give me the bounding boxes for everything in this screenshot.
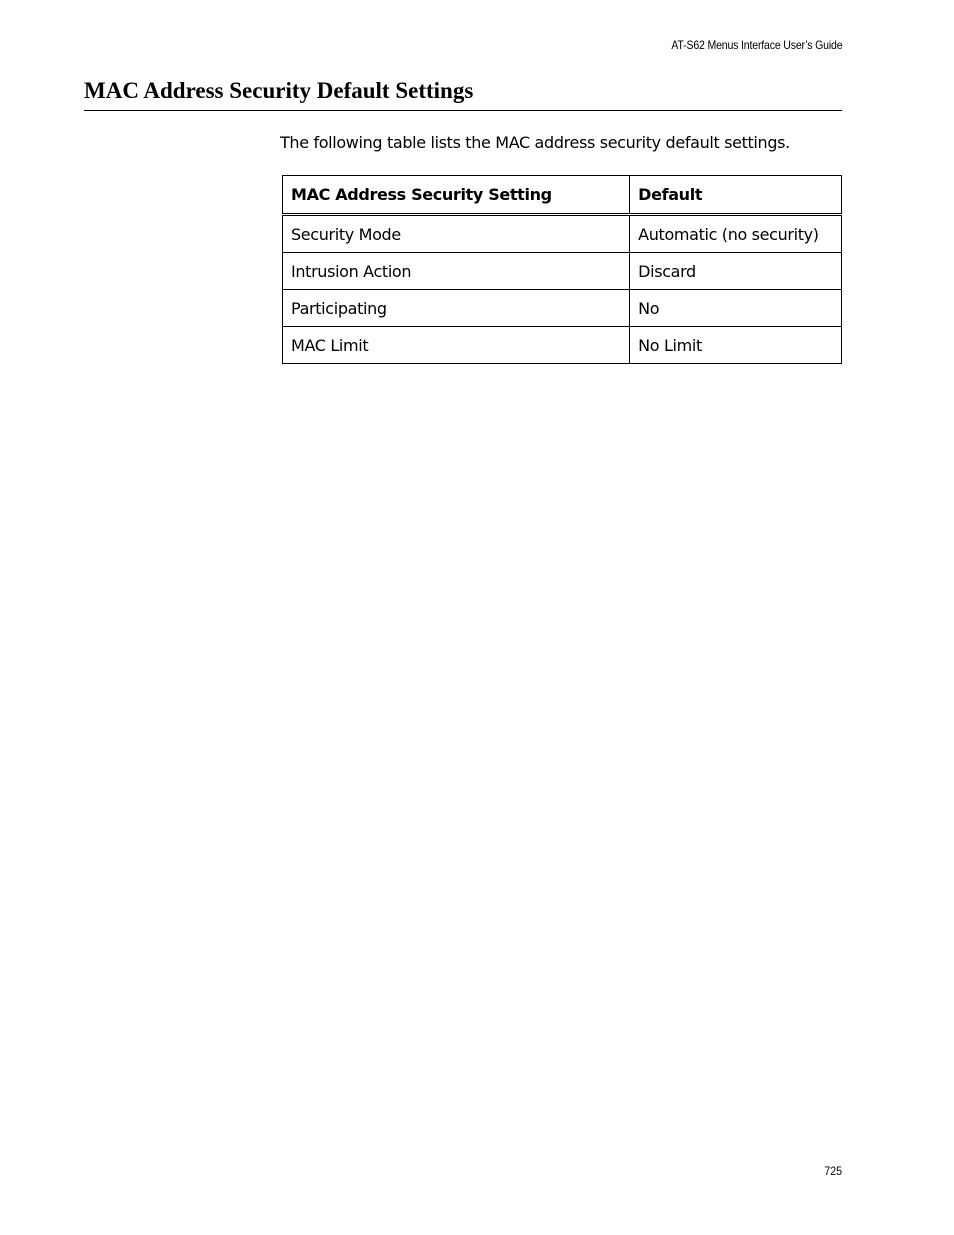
- running-header: AT-S62 Menus Interface User’s Guide: [670, 38, 842, 52]
- column-header-setting: MAC Address Security Setting: [283, 176, 630, 215]
- table-row: [283, 327, 842, 364]
- default-cell: No: [630, 290, 842, 327]
- defaults-table: [282, 175, 842, 364]
- table-row: [283, 253, 842, 290]
- table-header-row: [283, 176, 842, 215]
- setting-cell: Security Mode: [283, 215, 630, 253]
- column-header-default: Default: [630, 176, 842, 215]
- setting-cell: MAC Limit: [283, 327, 630, 364]
- setting-cell: Intrusion Action: [283, 253, 630, 290]
- table-row: [283, 215, 842, 253]
- section-title: MAC Address Security Default Settings: [84, 78, 474, 103]
- default-cell: Discard: [630, 253, 842, 290]
- intro-paragraph: The following table lists the MAC address security default settings.: [280, 133, 790, 152]
- table-row: [283, 290, 842, 327]
- default-cell: No Limit: [630, 327, 842, 364]
- page-number: 725: [824, 1164, 842, 1178]
- default-cell: Automatic (no security): [630, 215, 842, 253]
- title-rule: [84, 110, 842, 111]
- setting-cell: Participating: [283, 290, 630, 327]
